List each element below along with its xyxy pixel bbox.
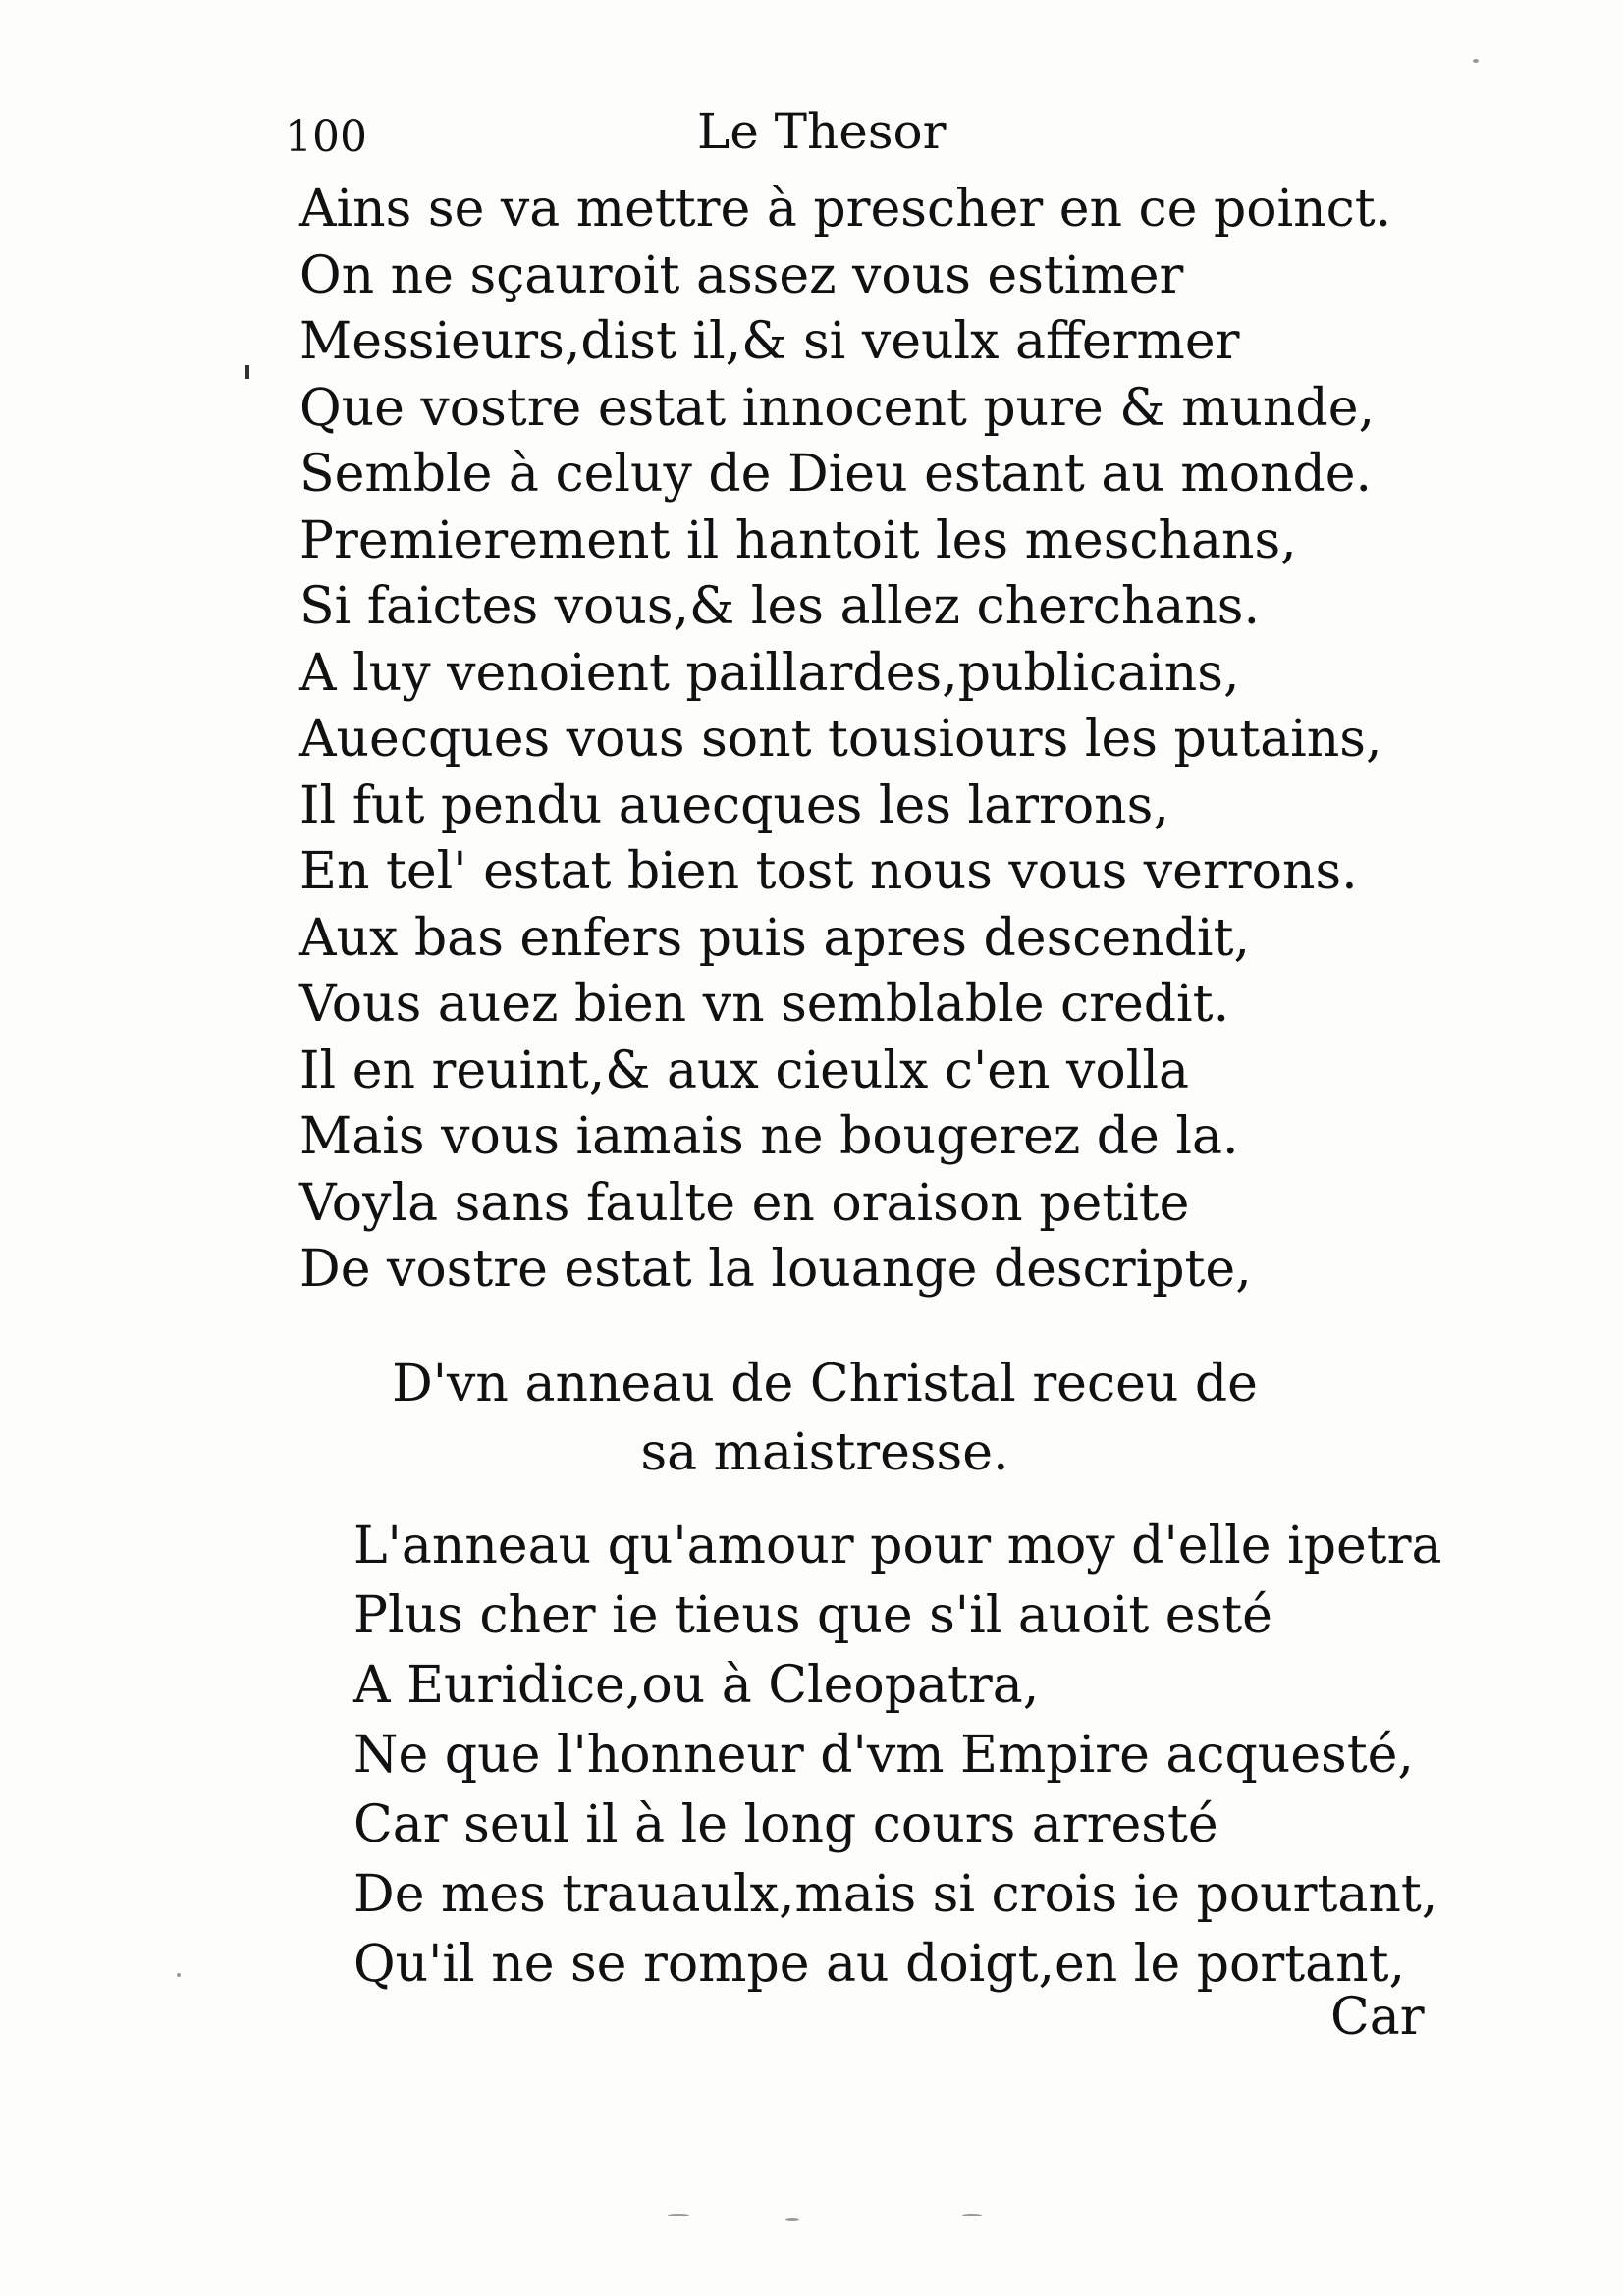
verse-line: Auecques vous sont tousiours les putains, [299, 710, 1382, 769]
ink-speck [785, 2218, 799, 2221]
poem-body [353, 1512, 1463, 2000]
verse-line: Premierement il hantoit les meschans, [299, 510, 1297, 570]
verse-line: Qu'il ne se rompe au doigt,en le portant, [353, 1935, 1406, 1994]
page-number: 100 [285, 112, 367, 162]
verse-line: Mais vous iamais ne bougerez de la. [299, 1107, 1239, 1166]
verse-line: Voyla sans faulte en oraison petite [299, 1173, 1190, 1233]
poem-title-line: sa maistresse. [640, 1423, 1009, 1482]
poem-title-line: D'vn anneau de Christal receu de [392, 1355, 1258, 1414]
verse-line: Plus cher ie tieus que s'il auoit esté [353, 1586, 1272, 1645]
verse-line: En tel' estat bien tost nous vous verrons. [299, 842, 1358, 901]
verse-line: Vous auez bien vn semblable credit. [299, 975, 1230, 1034]
verse-line: De mes trauaulx,mais si crois ie pourtant, [353, 1865, 1438, 1924]
verse-line: Semble à celuy de Dieu estant au monde. [299, 445, 1373, 504]
verse-line: Il en reuint,& aux cieulx c'en volla [299, 1041, 1189, 1100]
margin-mark [245, 365, 249, 379]
poem-continuation [299, 177, 1458, 1304]
verse-line: Car seul il à le long cours arresté [353, 1795, 1218, 1854]
verse-line: Ains se va mettre à prescher en ce poinct. [299, 180, 1392, 239]
verse-line: Si faictes vous,& les allez cherchans. [299, 577, 1261, 636]
verse-line: Ne que l'honneur d'vm Empire acquesté, [353, 1726, 1414, 1785]
ink-speck [962, 2214, 982, 2216]
verse-line: De vostre estat la louange descripte, [299, 1240, 1252, 1299]
poem-title [334, 1350, 1316, 1487]
ink-speck [668, 2214, 689, 2216]
ink-speck [1473, 59, 1479, 63]
verse-line: On ne sçauroit assez vous estimer [299, 245, 1184, 305]
ink-speck [177, 1973, 181, 1977]
running-head [285, 103, 1414, 167]
verse-line: Que vostre estat innocent pure & munde, [299, 378, 1375, 438]
verse-line: Aux bas enfers puis apres descendit, [299, 908, 1250, 968]
verse-line: L'anneau qu'amour pour moy d'elle ipetra [353, 1517, 1442, 1575]
running-title: Le Thesor [697, 103, 947, 160]
verse-line: Messieurs,dist il,& si veulx affermer [299, 312, 1240, 371]
verse-line: A Euridice,ou à Cleopatra, [353, 1656, 1040, 1715]
verse-line: A luy venoient paillardes,publicains, [299, 643, 1240, 703]
verse-line: Il fut pendu auecques les larrons, [299, 775, 1169, 835]
catchword: Car [1330, 1988, 1425, 2047]
